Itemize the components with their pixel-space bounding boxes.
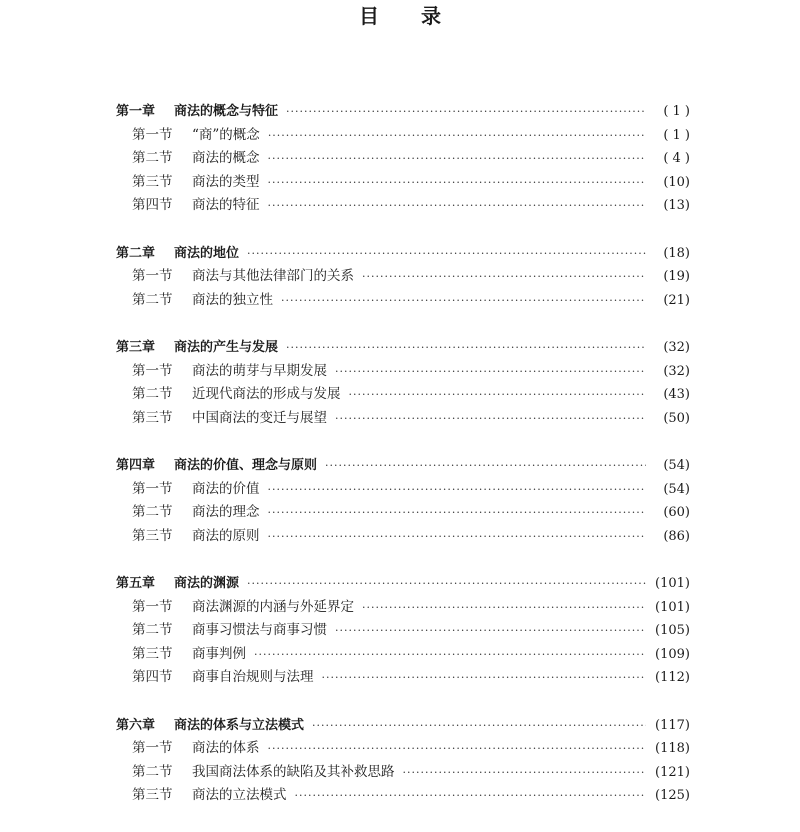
dot-leader [268, 478, 647, 502]
dot-leader [268, 501, 647, 525]
section-entry-page: (19) [663, 269, 690, 284]
section-entry-number: 第四节 [132, 197, 173, 213]
section-entry-title: 中国商法的变迁与展望 [192, 409, 327, 426]
section-entry-number: 第二节 [132, 622, 173, 638]
section-entry-title: 商事自治规则与法理 [192, 669, 314, 685]
section-entry-title: 商法的特征 [192, 197, 260, 213]
dot-leader [286, 100, 646, 124]
dot-leader [254, 643, 646, 667]
dot-leader [325, 454, 646, 478]
section-entry-number: 第一节 [132, 126, 173, 143]
section-entry[interactable] [116, 596, 690, 620]
section-entry-title: 商法的立法模式 [192, 787, 287, 803]
dot-leader [247, 572, 646, 596]
dot-leader [268, 525, 647, 549]
section-entry-number: 第三节 [132, 645, 173, 662]
chapter-block [116, 242, 690, 313]
section-entry[interactable] [116, 666, 690, 690]
section-entry-page: (109) [655, 646, 690, 662]
section-entry[interactable] [116, 525, 690, 549]
dot-leader [362, 265, 646, 289]
dot-leader [268, 194, 647, 218]
chapter-entry-title: 商法的地位 [174, 245, 240, 261]
section-entry[interactable] [116, 171, 690, 195]
section-entry-number: 第一节 [132, 268, 173, 284]
section-entry[interactable] [116, 761, 690, 785]
section-entry-number: 第一节 [132, 740, 173, 756]
chapter-entry-page: (54) [663, 458, 690, 473]
section-entry[interactable] [116, 478, 690, 502]
chapter-block [116, 572, 690, 690]
section-entry-page: ( 4 ) [663, 151, 690, 166]
page-title-char-2: 录 [421, 3, 441, 28]
section-entry-number: 第一节 [132, 362, 173, 379]
table-of-contents [116, 100, 690, 832]
chapter-entry-title: 商法的概念与特征 [174, 104, 279, 119]
section-entry-title: “商”的概念 [192, 126, 260, 143]
chapter-entry-page: (18) [663, 245, 690, 261]
dot-leader [281, 289, 646, 313]
section-entry-title: 商法的理念 [192, 504, 260, 520]
section-entry-number: 第一节 [132, 598, 173, 615]
section-entry[interactable] [116, 289, 690, 313]
section-entry[interactable] [116, 124, 690, 148]
dot-leader [268, 171, 647, 195]
dot-leader [268, 737, 647, 761]
dot-leader [247, 242, 646, 266]
section-entry[interactable] [116, 501, 690, 525]
chapter-entry-title: 商法的体系与立法模式 [174, 717, 305, 733]
chapter-entry-page: (32) [663, 340, 690, 355]
chapter-entry-number: 第三章 [116, 340, 156, 355]
section-entry-page: (101) [655, 599, 690, 615]
section-entry-title: 我国商法体系的缺陷及其补救思路 [192, 763, 395, 780]
section-entry[interactable] [116, 407, 690, 431]
section-entry-number: 第二节 [132, 763, 173, 780]
dot-leader [349, 383, 647, 407]
chapter-entry-title: 商法的价值、理念与原则 [174, 458, 318, 473]
section-entry-title: 商法的萌芽与早期发展 [192, 362, 327, 379]
dot-leader [335, 360, 646, 384]
chapter-entry[interactable] [116, 242, 690, 266]
dot-leader [268, 147, 647, 171]
chapter-entry-page: (117) [655, 717, 690, 733]
section-entry-title: 商法的概念 [192, 150, 260, 166]
section-entry-number: 第一节 [132, 480, 173, 497]
section-entry-title: 近现代商法的形成与发展 [192, 386, 341, 402]
page-title-char-1: 目 [359, 3, 379, 28]
section-entry-page: (86) [663, 528, 690, 544]
section-entry-page: (112) [655, 670, 690, 685]
section-entry-title: 商法的原则 [192, 527, 260, 544]
dot-leader [295, 784, 647, 808]
chapter-entry-number: 第四章 [116, 458, 156, 473]
section-entry-page: (105) [655, 623, 690, 638]
section-entry-number: 第三节 [132, 173, 173, 190]
chapter-block [116, 336, 690, 430]
chapter-entry-page: (101) [655, 576, 690, 591]
page-title [0, 0, 800, 28]
dot-leader [403, 761, 647, 785]
section-entry[interactable] [116, 643, 690, 667]
section-entry-title: 商法的独立性 [192, 291, 273, 308]
chapter-block [116, 714, 690, 808]
chapter-entry-number: 第二章 [116, 245, 156, 261]
section-entry-title: 商事判例 [192, 645, 246, 662]
dot-leader [286, 336, 646, 360]
section-entry-page: (13) [663, 198, 690, 213]
section-entry-page: (43) [663, 387, 690, 402]
dot-leader [268, 124, 646, 148]
section-entry-page: (10) [663, 174, 690, 190]
section-entry-title: 商法渊源的内涵与外延界定 [192, 598, 354, 615]
chapter-entry[interactable] [116, 100, 690, 124]
chapter-entry-number: 第五章 [116, 576, 156, 591]
chapter-entry[interactable] [116, 336, 690, 360]
chapter-block [116, 454, 690, 548]
section-entry-number: 第二节 [132, 386, 173, 402]
section-entry-number: 第二节 [132, 504, 173, 520]
section-entry-page: (54) [663, 481, 690, 497]
chapter-entry-page: ( 1 ) [663, 104, 690, 119]
chapter-entry[interactable] [116, 454, 690, 478]
section-entry[interactable] [116, 194, 690, 218]
section-entry-title: 商法的价值 [192, 480, 260, 497]
section-entry[interactable] [116, 383, 690, 407]
chapter-entry-title: 商法的产生与发展 [174, 340, 279, 355]
chapter-entry[interactable] [116, 714, 690, 738]
section-entry[interactable] [116, 265, 690, 289]
section-entry-number: 第三节 [132, 527, 173, 544]
section-entry-page: (32) [663, 363, 690, 379]
dot-leader [335, 619, 646, 643]
chapter-entry-number: 第一章 [116, 104, 156, 119]
section-entry-number: 第二节 [132, 150, 173, 166]
section-entry-page: ( 1 ) [663, 127, 690, 143]
chapter-block [116, 100, 690, 218]
section-entry-title: 商法的体系 [192, 740, 260, 756]
dot-leader [335, 407, 646, 431]
chapter-entry-number: 第六章 [116, 717, 156, 733]
chapter-entry-title: 商法的渊源 [174, 576, 240, 591]
section-entry[interactable] [116, 360, 690, 384]
section-entry-number: 第二节 [132, 291, 173, 308]
section-entry-title: 商事习惯法与商事习惯 [192, 622, 327, 638]
dot-leader [362, 596, 646, 620]
section-entry-number: 第三节 [132, 409, 173, 426]
section-entry-page: (125) [655, 788, 690, 803]
section-entry[interactable] [116, 619, 690, 643]
section-entry-page: (50) [663, 410, 690, 426]
section-entry-page: (21) [663, 292, 690, 308]
section-entry-page: (60) [663, 505, 690, 520]
section-entry-page: (121) [655, 764, 690, 780]
dot-leader [322, 666, 647, 690]
section-entry-page: (118) [655, 741, 690, 756]
section-entry[interactable] [116, 784, 690, 808]
section-entry-title: 商法与其他法律部门的关系 [192, 268, 354, 284]
section-entry[interactable] [116, 147, 690, 171]
section-entry-number: 第三节 [132, 787, 173, 803]
chapter-entry[interactable] [116, 572, 690, 596]
section-entry-number: 第四节 [132, 669, 173, 685]
section-entry[interactable] [116, 737, 690, 761]
section-entry-title: 商法的类型 [192, 173, 260, 190]
dot-leader [312, 714, 646, 738]
